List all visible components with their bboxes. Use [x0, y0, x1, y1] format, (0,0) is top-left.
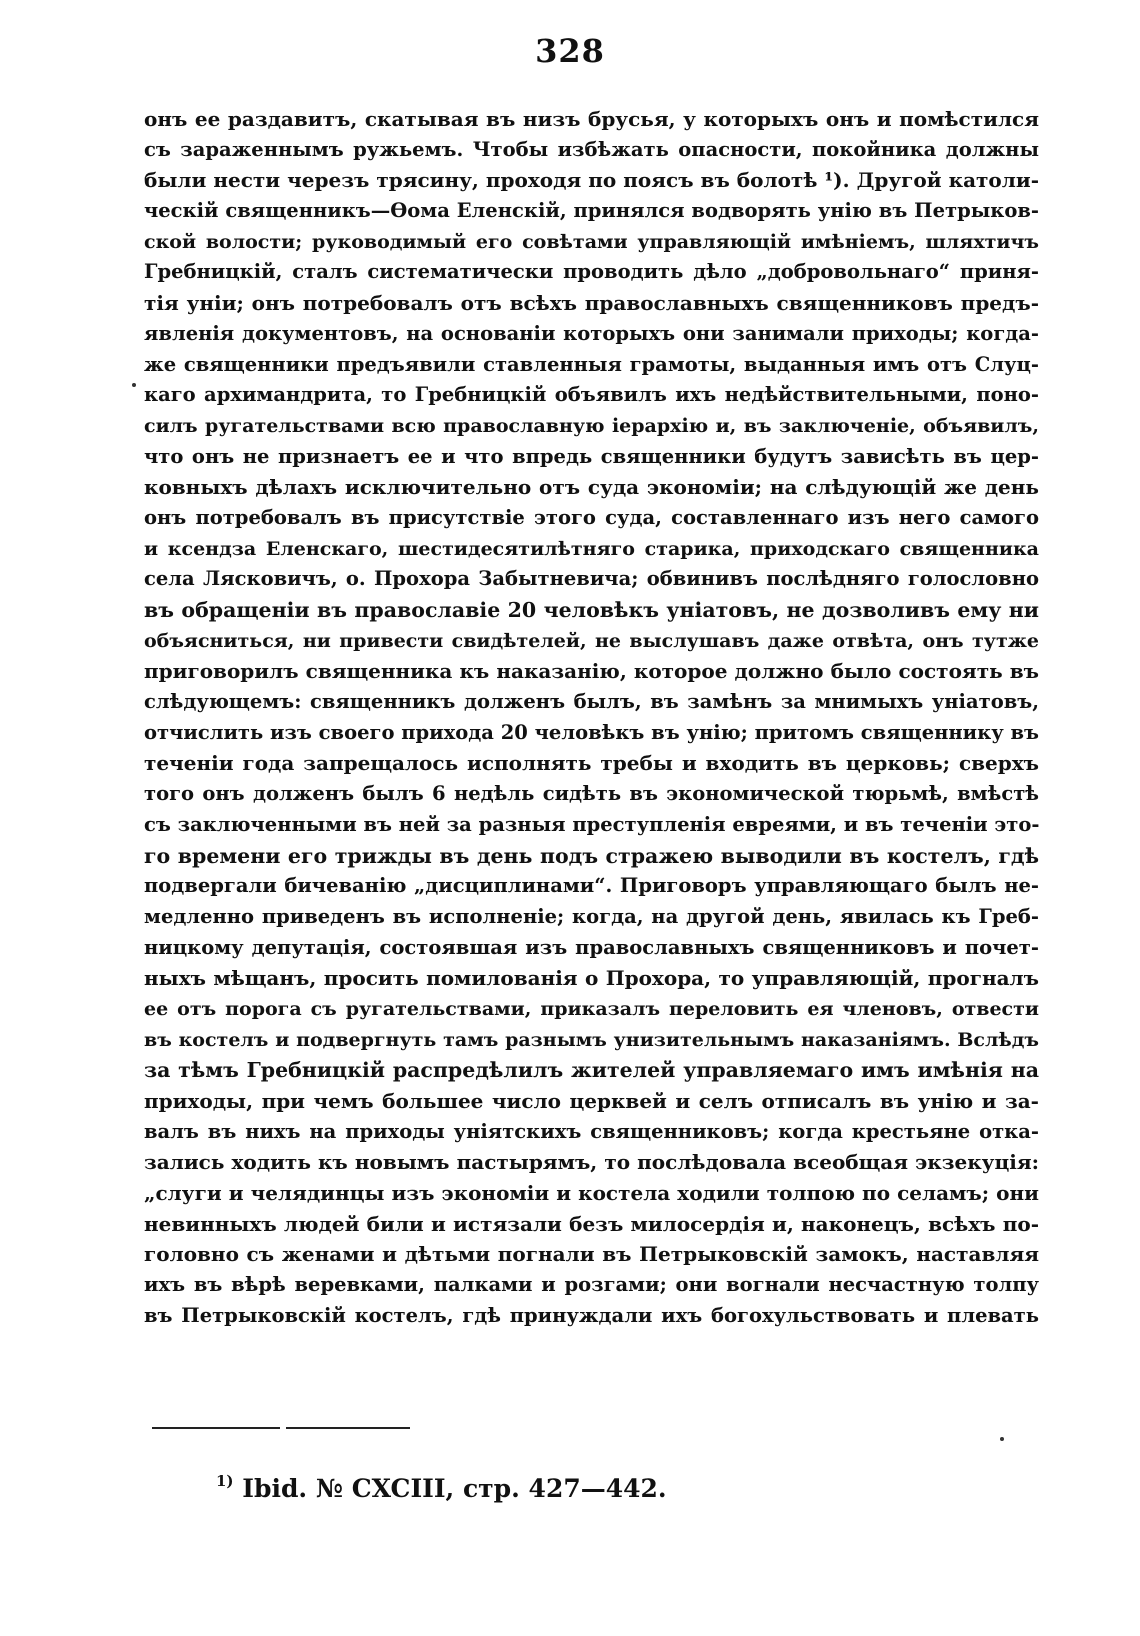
text-line: валъ въ нихъ на приходы уніятскихъ священниковъ; когда крестьяне отка- [144, 1119, 1039, 1143]
text-line: теченіи года запрещалось исполнять требы и входить въ церковь; сверхъ [144, 751, 1039, 776]
text-line: каго архимандрита, то Гребницкій объявилъ ихъ недѣйствительными, поно- [144, 383, 1039, 407]
text-line: го времени его трижды въ день подъ стражею выводили въ костелъ, гдѣ [144, 843, 1039, 868]
text-line: невинныхъ людей били и истязали безъ милосердія и, наконецъ, всѣхъ по- [144, 1211, 1039, 1236]
text-line: были нести черезъ трясину, проходя по поясъ въ болотѣ ¹). Другой католи- [144, 168, 1039, 193]
text-line: медленно приведенъ въ исполненіе; когда, на другой день, явилась къ Греб- [144, 904, 1039, 928]
text-line: ской волости; руководимый его совѣтами управляющій имѣніемъ, шляхтичъ [144, 230, 1039, 253]
text-line: же священники предъявили ставленныя грамоты, выданныя имъ отъ Слуц- [144, 352, 1039, 376]
text-line: головно съ женами и дѣтьми погнали въ Петрыковскій замокъ, наставляя [144, 1242, 1039, 1267]
footnote-text: Ibid. № CXCIII, стр. 427—442. [242, 1474, 667, 1503]
text-line: ее отъ порога съ ругательствами, приказалъ переловить ея членовъ, отвести [144, 997, 1039, 1020]
text-line: онъ потребовалъ въ присутствіе этого суда, составленнаго изъ него самого [144, 505, 1039, 529]
text-line: „слуги и челядинцы изъ экономіи и костела ходили толпою по селамъ; они [144, 1181, 1039, 1206]
text-line: и ксендза Еленскаго, шестидесятилѣтняго старика, приходскаго священника [144, 537, 1039, 560]
text-line: силъ ругательствами всю православную іерархію и, въ заключеніе, объявилъ, [144, 414, 1039, 437]
text-line: въ Петрыковскій костелъ, гдѣ принуждали ихъ богохульствовать и плевать [144, 1303, 1039, 1327]
scan-speck [1000, 1437, 1004, 1441]
text-line: съ заключенными въ ней за разныя преступленія евреями, и въ теченіи это- [144, 812, 1039, 836]
footnote [216, 1474, 667, 1503]
text-line: ныхъ мѣщанъ, просить помилованія о Прохора, то управляющій, прогналъ [144, 966, 1039, 991]
text-line: ихъ въ вѣрѣ веревками, палками и розгами; они вогнали несчастную толпу [144, 1273, 1039, 1297]
text-line: села Лясковичъ, о. Прохора Забытневича; обвинивъ послѣдняго голословно [144, 567, 1039, 591]
text-line: отчислить изъ своего прихода 20 человѣкъ въ унію; притомъ священнику въ [144, 720, 1039, 744]
text-line: подвергали бичеванію „дисциплинами“. Приговоръ управляющаго былъ не- [144, 874, 1039, 898]
footnote-rule [152, 1427, 410, 1429]
text-line: ческій священникъ—Ѳома Еленскій, принялся водворять унію въ Петрыков- [144, 199, 1039, 223]
text-line: приговорилъ священника къ наказанію, которое должно было состоять въ [144, 659, 1039, 684]
text-line: слѣдующемъ: священникъ долженъ былъ, въ замѣнъ за мнимыхъ уніатовъ, [144, 690, 1039, 714]
text-line: ницкому депутація, состоявшая изъ православныхъ священниковъ и почет- [144, 935, 1039, 959]
text-line: Гребницкій, сталъ систематически проводить дѣло „добровольнаго“ приня- [144, 260, 1039, 284]
text-line: въ костелъ и подвергнуть тамъ разнымъ унизительнымъ наказаніямъ. Вслѣдъ [144, 1028, 1039, 1051]
text-line: онъ ее раздавитъ, скатывая въ низъ брусья, у которыхъ онъ и помѣстился [144, 107, 1039, 131]
text-line: за тѣмъ Гребницкій распредѣлилъ жителей управляемаго имъ имѣнія на [144, 1058, 1039, 1083]
text-line: того онъ долженъ былъ 6 недѣль сидѣть въ экономической тюрьмѣ, вмѣстѣ [144, 782, 1039, 806]
text-line: приходы, при чемъ большее число церквей и селъ отписалъ въ унію и за- [144, 1089, 1039, 1113]
text-line: съ зараженнымъ ружьемъ. Чтобы избѣжать опасности, покойника должны [144, 137, 1039, 161]
text-line: ковныхъ дѣлахъ исключительно отъ суда экономіи; на слѣдующій же день [144, 475, 1039, 500]
footnote-marker: 1) [216, 1472, 234, 1490]
text-line: въ обращеніи въ православіе 20 человѣкъ уніатовъ, не дозволивъ ему ни [144, 598, 1039, 622]
text-line: что онъ не признаетъ ее и что впредь священники будутъ зависѣть въ цер- [144, 444, 1039, 468]
page-number: 328 [535, 32, 605, 70]
scan-speck [132, 383, 136, 387]
text-line: тія уніи; онъ потребовалъ отъ всѣхъ православныхъ священниковъ предъ- [144, 291, 1039, 316]
text-line: объясниться, ни привести свидѣтелей, не выслушавъ даже отвѣта, онъ тутже [144, 629, 1039, 652]
text-line: явленія документовъ, на основаніи которыхъ они занимали приходы; когда- [144, 321, 1039, 345]
body-text [144, 104, 1039, 1332]
text-line: зались ходить къ новымъ пастырямъ, то послѣдовала всеобщая экзекуція: [144, 1150, 1039, 1175]
